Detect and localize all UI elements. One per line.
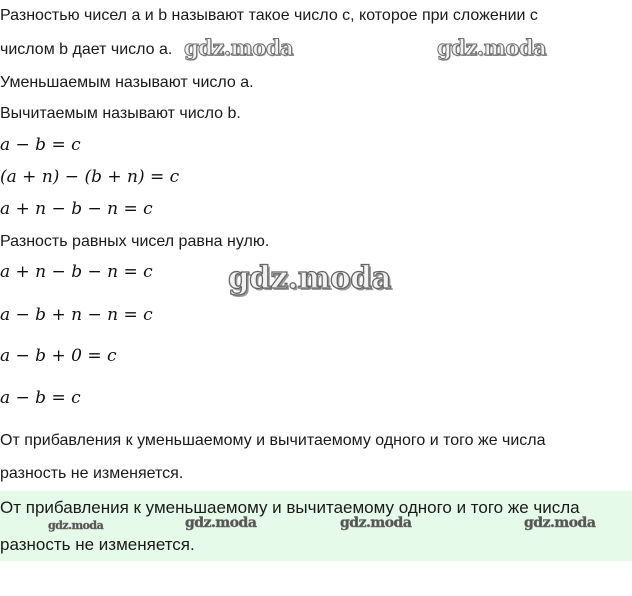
watermark-bottom-1: gdz.moda: [48, 519, 104, 532]
equation-6: a − b + 0 = c: [0, 346, 117, 366]
equation-1: a − b = c: [0, 135, 81, 155]
definition-line-1: Разностью чисел a и b называют такое число c, которое при сложении с: [0, 7, 538, 24]
watermark-bottom-3: gdz.moda: [340, 515, 412, 531]
conclusion-line-1: От прибавления к уменьшаемому и вычитаемому одного и того же числа: [0, 498, 580, 517]
subtrahend-definition: Вычитаемым называют число b.: [0, 105, 241, 122]
property-line-2: разность не изменяется.: [0, 465, 184, 482]
equal-numbers-statement: Разность равных чисел равна нулю.: [0, 233, 270, 250]
equation-7: a − b = c: [0, 388, 81, 408]
property-line-1: От прибавления к уменьшаемому и вычитаемому одного и того же числа: [0, 432, 546, 449]
watermark-bottom-4: gdz.moda: [524, 515, 596, 531]
watermark-top-right: gdz.moda: [437, 35, 547, 60]
equation-4: a + n − b − n = c: [0, 262, 153, 282]
watermark-top-middle: gdz.moda: [184, 35, 294, 60]
watermark-bottom-2: gdz.moda: [185, 515, 257, 531]
equation-5: a − b + n − n = c: [0, 305, 153, 325]
conclusion-line-2: разность не изменяется.: [0, 535, 195, 554]
minuend-definition: Уменьшаемым называют число a.: [0, 74, 254, 91]
definition-line-2: числом b дает число a.: [0, 41, 173, 58]
equation-2: (a + n) − (b + n) = c: [0, 167, 180, 187]
watermark-center: gdz.moda: [228, 260, 391, 296]
equation-3: a + n − b − n = c: [0, 199, 153, 219]
